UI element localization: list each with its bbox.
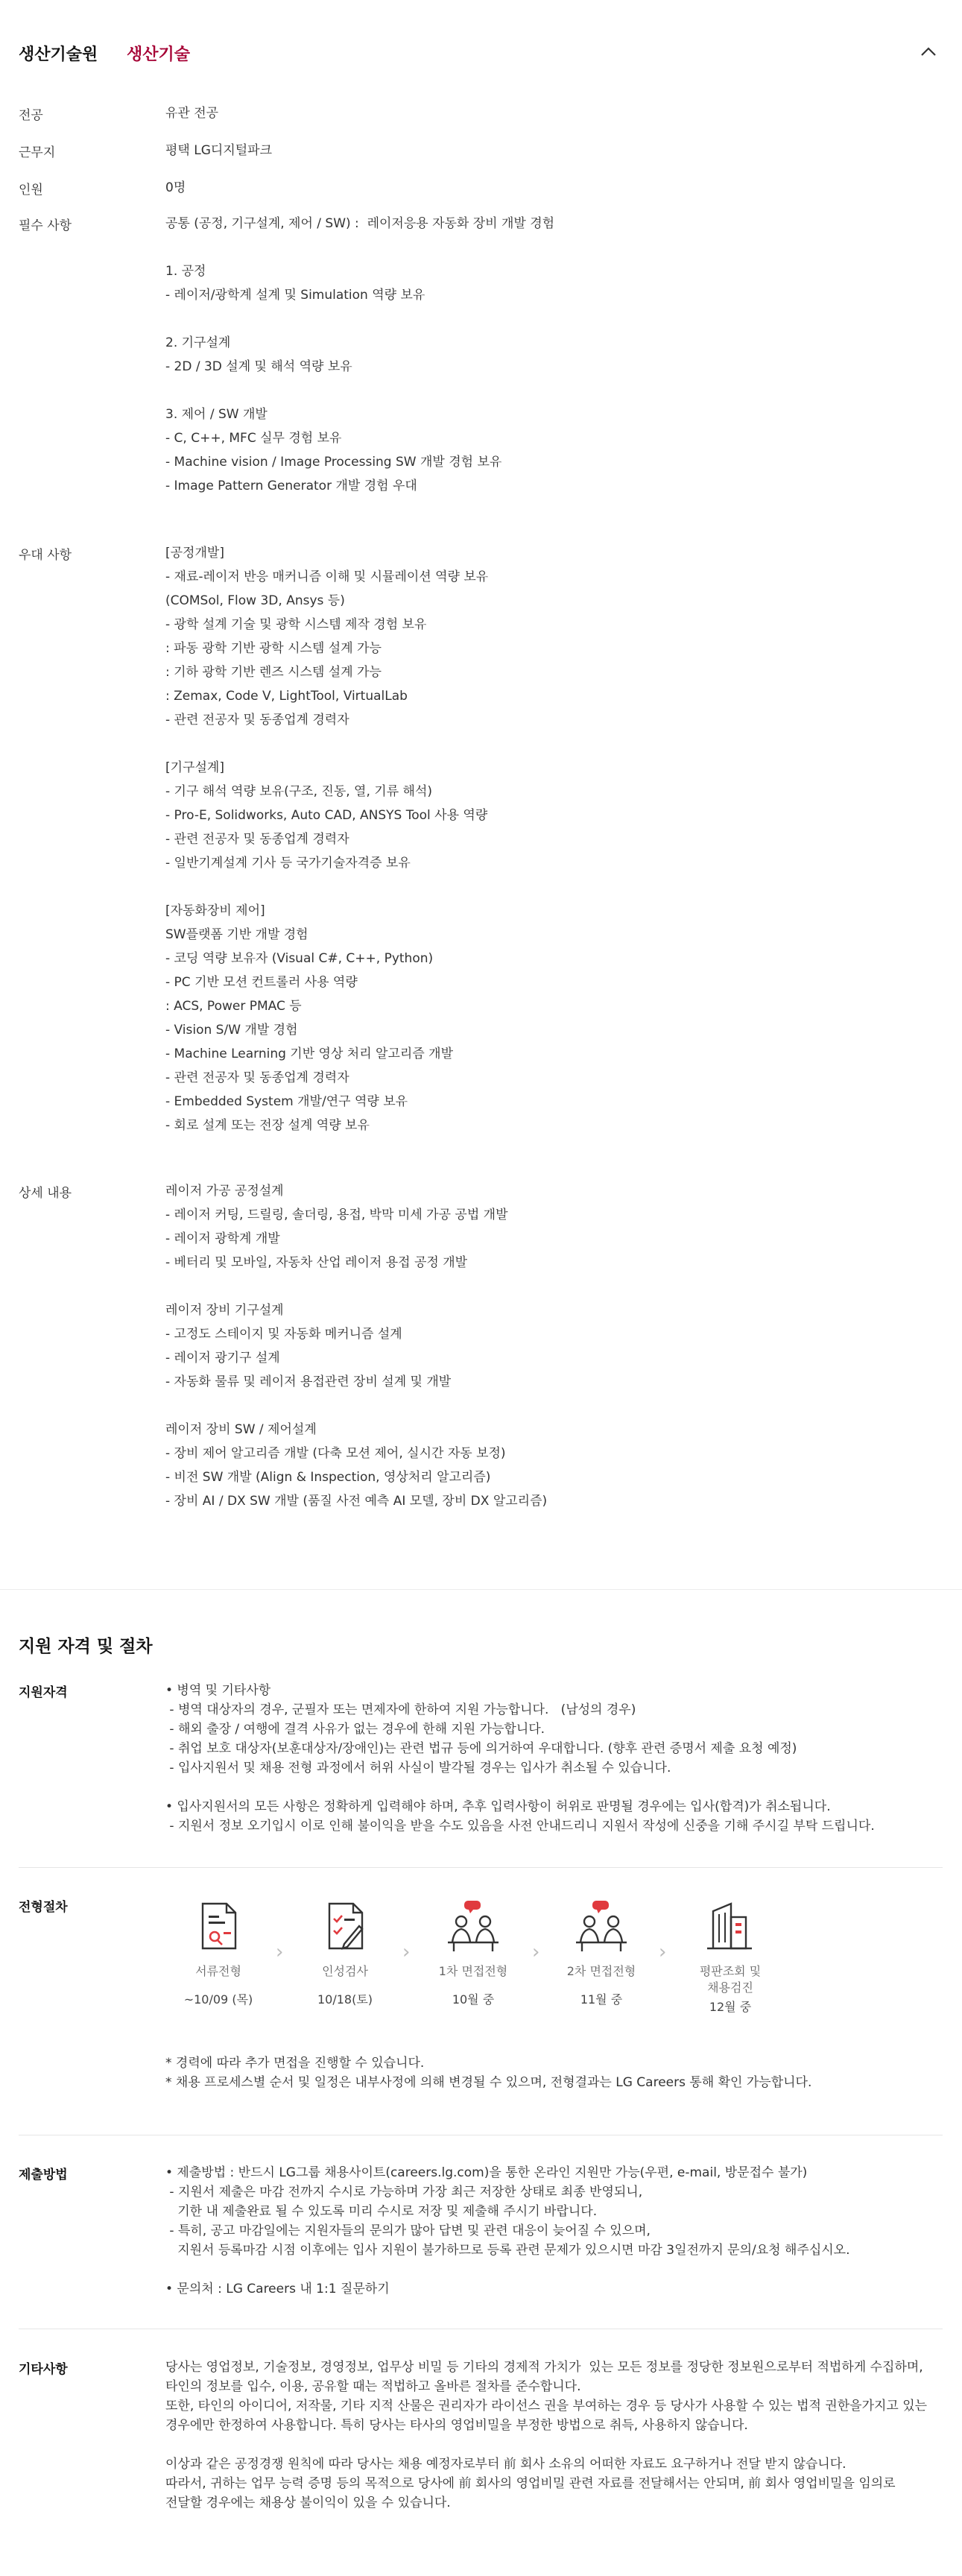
document-review-icon (192, 1899, 244, 1953)
row-label: 우대 사항 (19, 548, 72, 563)
row-label: 필수 사항 (19, 218, 72, 233)
chevron-right-icon: › (402, 1941, 411, 1963)
reference-checkup-icon (704, 1899, 756, 1953)
row-value: 평택 LG디지털파크 (165, 143, 273, 158)
first-interview-icon (443, 1899, 503, 1953)
step-name: 2차 면접전형 (566, 1964, 636, 1978)
row-label: 상세 내용 (19, 1186, 72, 1201)
second-interview-icon (572, 1899, 631, 1953)
step-name: 평판조회 및 채용검진 (699, 1964, 762, 1995)
process-step-interview-2 (549, 1899, 654, 2007)
step-name: 1차 면접전형 (438, 1964, 508, 1978)
other-label: 기타사항 (19, 2362, 68, 2377)
step-date: 11월 중 (580, 1992, 623, 2007)
personality-test-icon (319, 1899, 371, 1953)
section-title: 지원 자격 및 절차 (19, 1637, 153, 1656)
row-label: 근무지 (19, 145, 56, 160)
process-label: 전형절차 (19, 1900, 68, 1915)
job-header[interactable] (0, 0, 962, 109)
job-title: 생산기술 (127, 45, 191, 64)
step-date: ~10/09 (목) (183, 1992, 253, 2007)
divider (19, 1867, 943, 1868)
department-name: 생산기술원 (19, 45, 98, 64)
step-name: 서류전형 (195, 1964, 241, 1978)
other-text: 당사는 영업정보, 기술정보, 경영정보, 업무상 비밀 등 기타의 경제적 가치가 있는 모든 정보를 정당한 정보원으로부터 적법하게 수집하며, 타인의 정보를 입수, 이용, 공유할 때는 적법하고 올바른 절차를 준수합니다. 또한, 타인의 아이디어, 저작물, 기타 지적 산물은 권리자가 라이선스 권을 부여하는 경우 등 당사가 사용할 수 있는 법적 권한을가지고 있는 경우에만 한정하여 사용합니다. 특히 당사는 타사의 영업비밀을 부정한 방법으로 취득, 사용하지 않습니다. 이상과 같은 공정경쟁 원칙에 따라 당사는 채용 예정자로부터 前 회사 소유의 어떠한 자료도 요구하거나 전달 받지 않습니다. 따라서, 귀하는 업무 능력 증명 등의 목적으로 당사에 前 회사의 영업비밀 관련 자료를 전달해서는 안되며, 前 회사 영업비밀을 임의로 전달할 경우에는 채용상 불이익이 있을 수 있습니다. (165, 2360, 928, 2510)
chevron-up-icon[interactable] (917, 40, 940, 63)
step-name: 인성검사 (322, 1964, 368, 1978)
process-notes: * 경력에 따라 추가 면접을 진행할 수 있습니다. * 채용 프로세스별 순서 및 일정은 내부사정에 의해 변경될 수 있으며, 전형결과는 LG Careers 통해 확인 가능합니다. (165, 2056, 812, 2090)
row-value: 레이저 가공 공정설계 - 레이저 커팅, 드릴링, 솔더링, 용접, 박막 미세 가공 공법 개발 - 레이저 광학계 개발 - 베터리 및 모바일, 자동차 산업 레이저 용접 공정 개발 레이저 장비 기구설계 - 고정도 스테이지 및 자동화 메커니즘 설계 - 레이저 광기구 설계 - 자동화 물류 및 레이저 용접관련 장비 설계 및 개발 레이저 장비 SW / 제어설계 - 장비 제어 알고리즘 개발 (다축 모션 제어, 실시간 자동 보정) - 비전 SW 개발 (Align & Inspection, 영상처리 알고리즘) - 장비 AI / DX SW 개발 (품질 사전 예측 AI 모델, 장비 DX 알고리즘) (165, 1184, 548, 1509)
submission-text: • 제출방법 : 반드시 LG그룹 채용사이트(careers.lg.com)을 통한 온라인 지원만 가능(우편, e-mail, 방문접수 불가) - 지원서 제출은 마감 전까지 수시로 가능하며 가장 최근 저장한 상태로 최종 반영되니, 기한 내 제출완료 될 수 있도록 미리 수시로 저장 및 제출해 주시기 바랍니다. - 특히, 공고 마감일에는 지원자들의 문의가 많아 답변 및 관련 대응이 늦어질 수 있으며, 지원서 등록마감 시점 이후에는 입사 지원이 불가하므로 등록 관련 문제가 있으시면 마감 3일전까지 문의/요청 해주십시오. • 문의처 : LG Careers 내 1:1 질문하기 (165, 2165, 850, 2296)
process-step-document (166, 1899, 270, 2007)
process-step-reference (678, 1899, 782, 2015)
section-divider (0, 1589, 962, 1590)
row-value: [공정개발] - 재료-레이저 반응 매커니즘 이해 및 시뮬레이션 역량 보유 (COMSol, Flow 3D, Ansys 등) - 광학 설계 기술 및 광학 시스템 제작 경험 보유 : 파동 광학 기반 광학 시스템 설계 가능 : 기하 광학 기반 렌즈 시스템 설계 가능 : Zemax, Code V, LightTool, VirtualLab - 관련 전공자 및 동종업계 경력자 [기구설계] - 기구 해석 역량 보유(구조, 진동, 열, 기류 해석) - Pro-E, Solidworks, Auto CAD, ANSYS Tool 사용 역량 - 관련 전공자 및 동종업계 경력자 - 일반기계설계 기사 등 국가기술자격증 보유 [자동화장비 제어] SW플랫폼 기반 개발 경험 - 코딩 역량 보유자 (Visual C#, C++, Python) - PC 기반 모션 컨트롤러 사용 역량 : ACS, Power PMAC 등 - Vision S/W 개발 경험 - Machine Learning 기반 영상 처리 알고리즘 개발 - 관련 전공자 및 동종업계 경력자 - Embedded System 개발/연구 역량 보유 - 회로 설계 또는 전장 설계 역량 보유 (165, 546, 489, 1133)
row-value: 유관 전공 (165, 106, 219, 121)
chevron-right-icon: › (532, 1941, 540, 1963)
qualification-label: 지원자격 (19, 1685, 68, 1700)
process-step-interview-1 (421, 1899, 525, 2007)
chevron-right-icon: › (659, 1941, 667, 1963)
submission-label: 제출방법 (19, 2168, 68, 2182)
step-date: 10/18(토) (317, 1992, 373, 2007)
row-value: 공통 (공정, 기구설계, 제어 / SW) : 레이저응용 자동화 장비 개발 경험 1. 공정 - 레이저/광학계 설계 및 Simulation 역량 보유 2. 기구설계 - 2D / 3D 설계 및 해석 역량 보유 3. 제어 / SW 개발 - C, C++, MFC 실무 경험 보유 - Machine vision / Image Processing SW 개발 경험 보유 - Image Pattern Generator 개발 경험 우대 (165, 216, 555, 493)
chevron-right-icon: › (276, 1941, 284, 1963)
row-label: 전공 (19, 108, 43, 123)
process-step-personality (293, 1899, 397, 2007)
step-date: 10월 중 (452, 1992, 495, 2007)
row-value: 0명 (165, 180, 186, 195)
step-date: 12월 중 (709, 2000, 752, 2014)
row-label: 인원 (19, 183, 43, 198)
qualification-text: • 병역 및 기타사항 - 병역 대상자의 경우, 군필자 또는 면제자에 한하여 지원 가능합니다. (남성의 경우) - 해외 출장 / 여행에 결격 사유가 없는 경우에 한해 지원 가능합니다. - 취업 보호 대상자(보훈대상자/장애인)는 관련 법규 등에 의거하여 우대합니다. (향후 관련 증명서 제출 요청 예정) - 입사지원서 및 채용 전형 과정에서 허위 사실이 발각될 경우는 입사가 취소될 수 있습니다. • 입사지원서의 모든 사항은 정확하게 입력해야 하며, 추후 입력사항이 허위로 판명될 경우에는 입사(합격)가 취소됩니다. - 지원서 정보 오기입시 이로 인해 불이익을 받을 수도 있음을 사전 안내드리니 지원서 작성에 신중을 기해 주시길 부탁 드립니다. (165, 1683, 875, 1834)
